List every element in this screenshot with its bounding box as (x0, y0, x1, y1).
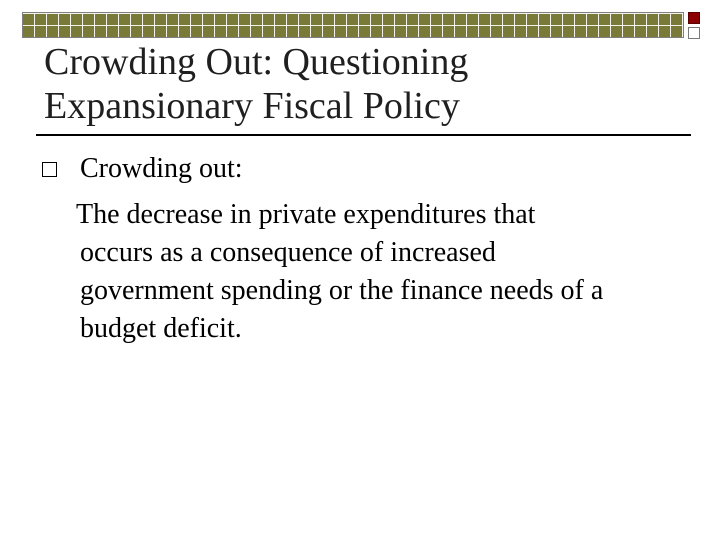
definition-text (76, 196, 604, 348)
definition-line-2: occurs as a consequence of increased (80, 237, 496, 268)
corner-outline-square (688, 27, 700, 39)
definition-line-1: The decrease in private expenditures that (76, 199, 536, 230)
title-line-2: Expansionary Fiscal Policy (44, 85, 460, 127)
slide-title (44, 40, 684, 128)
bullet-heading: Crowding out: (80, 153, 243, 184)
definition-line-4: budget deficit. (80, 313, 242, 344)
title-line-1: Crowding Out: Questioning (44, 41, 469, 83)
definition-line-3: government spending or the finance needs of a (80, 275, 604, 306)
corner-accent-square (688, 12, 700, 24)
decorative-grid-bar (22, 12, 684, 38)
title-divider (36, 134, 691, 136)
square-bullet-icon (42, 162, 57, 177)
